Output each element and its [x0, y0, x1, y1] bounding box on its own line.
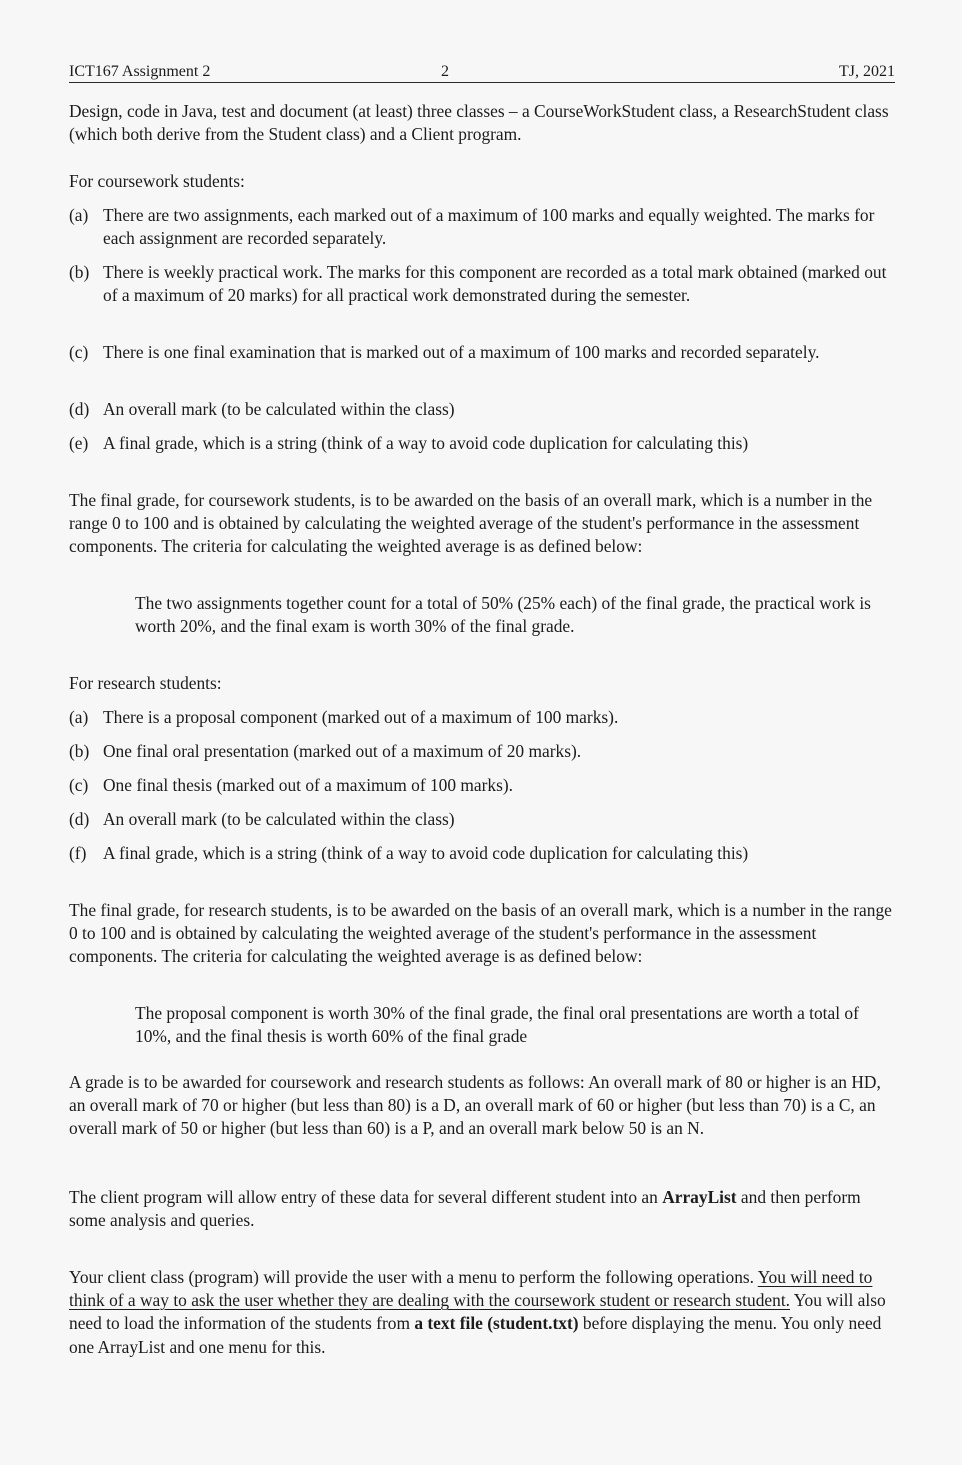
list-text: An overall mark (to be calculated within the class): [103, 809, 455, 829]
intro-paragraph: Design, code in Java, test and document (at least) three classes – a CourseWorkStudent class, a ResearchStudent class (which both derive from the Student class) and a Client program.: [69, 101, 889, 145]
list-text: There are two assignments, each marked out of a maximum of 100 marks and equally weighted. The marks for each assignment are recorded separately.: [103, 205, 875, 249]
list-text: There is a proposal component (marked out of a maximum of 100 marks).: [103, 707, 619, 727]
list-marker: (c): [69, 775, 89, 795]
list-text: A final grade, which is a string (think of a way to avoid code duplication for calculating this): [103, 433, 749, 453]
list-marker: (b): [69, 741, 90, 761]
list-marker: (d): [69, 399, 90, 419]
client-text-1: The client program will allow entry of these data for several different student into an: [69, 1187, 663, 1207]
menu-text-2: You will also need to load the information of the students from: [69, 1290, 886, 1334]
coursework-heading: For coursework students:: [69, 171, 245, 191]
research-heading: For research students:: [69, 673, 222, 693]
list-marker: (d): [69, 809, 90, 829]
menu-text-1: Your client class (program) will provide the user with a menu to perform the following operations.: [69, 1267, 758, 1287]
client-text-2: and then perform some analysis and queries.: [69, 1187, 861, 1231]
research-grade-paragraph: The final grade, for research students, is to be awarded on the basis of an overall mark, which is a number in the range 0 to 100 and is obtained by calculating the weighted average of the student's performance in the assessment components. The criteria for calculating the weighted average is as defined below:: [69, 900, 892, 967]
header-page-number: 2: [441, 62, 449, 83]
menu-underlined-text: You will need to think of a way to ask the user whether they are dealing with the coursework student or research student.: [69, 1267, 873, 1311]
research-criteria: The proposal component is worth 30% of the final grade, the final oral presentations are worth a total of 10%, and the final thesis is worth 60% of the final grade: [135, 1003, 859, 1047]
page-header: [69, 62, 895, 83]
list-marker: (c): [69, 342, 89, 362]
list-marker: (a): [69, 707, 89, 727]
coursework-grade-paragraph: The final grade, for coursework students, is to be awarded on the basis of an overall mark, which is a number in the range 0 to 100 and is obtained by calculating the weighted average of the student's performance in the assessment components. The criteria for calculating the weighted average is as defined below:: [69, 490, 873, 557]
list-text: An overall mark (to be calculated within the class): [103, 399, 455, 419]
list-text: One final oral presentation (marked out of a maximum of 20 marks).: [103, 741, 582, 761]
list-marker: (e): [69, 433, 89, 453]
client-arraylist-bold: ArrayList: [662, 1187, 737, 1207]
menu-paragraph: [69, 1266, 899, 1359]
list-text: There is weekly practical work. The marks for this component are recorded as a total mark obtained (marked out of a maximum of 20 marks) for all practical work demonstrated during the semester.: [103, 262, 887, 306]
list-text: There is one final examination that is marked out of a maximum of 100 marks and recorded separately.: [103, 342, 820, 362]
header-author: TJ, 2021: [839, 62, 895, 83]
coursework-criteria: The two assignments together count for a total of 50% (25% each) of the final grade, the practical work is worth 20%, and the final exam is worth 30% of the final grade.: [135, 593, 871, 637]
menu-textfile-bold: a text file (student.txt): [414, 1313, 579, 1334]
list-marker: (b): [69, 262, 90, 282]
list-marker: (f): [69, 843, 87, 863]
list-text: One final thesis (marked out of a maximum of 100 marks).: [103, 775, 514, 795]
client-paragraph: [69, 1186, 899, 1232]
list-text: A final grade, which is a string (think of a way to avoid code duplication for calculating this): [103, 843, 749, 863]
menu-text-3: before displaying the menu. You only need one ArrayList and one menu for this.: [69, 1313, 882, 1357]
grading-paragraph: A grade is to be awarded for coursework and research students as follows: An overall mark of 80 or higher is an HD, an overall mark of 70 or higher (but less than 80) is a D, an overall mark of 60 or higher (but less than 70) is a C, an overall mark of 50 or higher (but less than 60) is a P, and an overall mark below 50 is an N.: [69, 1072, 881, 1139]
list-marker: (a): [69, 205, 89, 225]
header-course: ICT167 Assignment 2: [69, 62, 210, 83]
